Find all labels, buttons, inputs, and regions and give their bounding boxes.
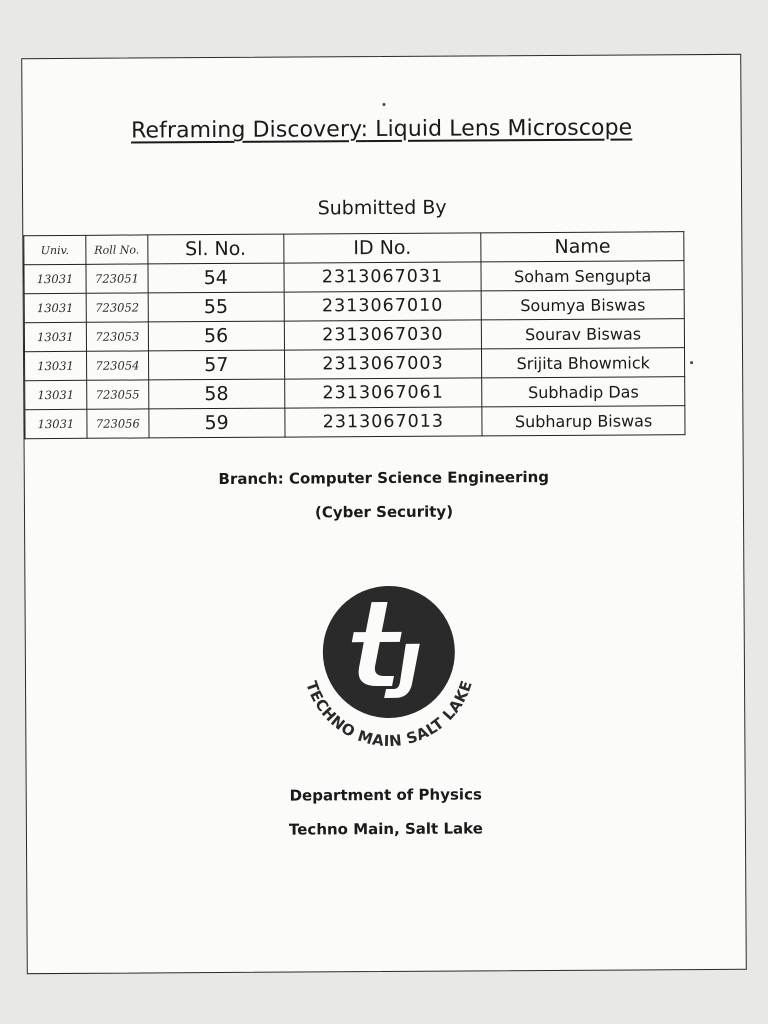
univ-cell: 13031 [25,409,87,438]
sl-no-cell: 59 [149,408,285,438]
cover-page [21,54,747,974]
table-row [25,406,685,439]
sl-no-cell: 54 [148,263,284,293]
project-title: Reframing Discovery: Liquid Lens Microscope [130,115,633,144]
id-no-cell: 2313067030 [284,320,482,350]
sl-no-cell: 58 [149,379,285,409]
scan-speck [690,361,693,364]
students-table [23,231,685,439]
univ-cell: 13031 [25,351,87,380]
institution-name: Techno Main, Salt Lake [288,819,483,839]
logo-text: TECHNO MAIN SALT LAKE [302,678,476,751]
table-row [24,261,684,294]
name-cell: Soham Sengupta [481,261,684,291]
roll-cell: 723051 [86,264,148,293]
techno-main-logo-icon [283,571,494,752]
id-no-header: ID No. [283,233,481,263]
name-cell: Sourav Biswas [482,319,685,349]
roll-header: Roll No. [86,235,148,264]
id-no-cell: 2313067003 [284,349,482,379]
logo-disc [322,586,455,719]
univ-cell: 13031 [24,264,86,293]
table-row [24,290,684,323]
logo-graphic [283,571,494,752]
name-cell: Subhadip Das [482,377,685,407]
univ-cell: 13031 [24,293,86,322]
sl-no-cell: 55 [148,292,284,322]
sl-no-cell: 56 [148,321,284,351]
univ-cell: 13031 [25,380,87,409]
table-row [25,348,685,381]
table-row [24,319,684,352]
id-no-cell: 2313067010 [284,291,482,321]
name-cell: Soumya Biswas [481,290,684,320]
sl-no-header: Sl. No. [148,234,284,264]
id-no-cell: 2313067031 [284,262,482,292]
roll-cell: 723056 [87,409,149,438]
roll-cell: 723052 [86,293,148,322]
id-no-cell: 2313067061 [284,378,482,408]
roll-cell: 723054 [86,351,148,380]
roll-cell: 723055 [87,380,149,409]
id-no-cell: 2313067013 [284,407,482,437]
branch-specialization: (Cyber Security) [314,502,454,522]
name-cell: Subharup Biswas [482,406,685,436]
univ-cell: 13031 [24,322,86,351]
department-name: Department of Physics [289,785,482,805]
table-header-row [24,232,684,265]
submitted-by-heading: Submitted By [317,196,447,220]
univ-header: Univ. [24,235,86,264]
name-cell: Srijita Bhowmick [482,348,685,378]
roll-cell: 723053 [86,322,148,351]
sl-no-cell: 57 [148,350,284,380]
table-row [25,377,685,410]
name-header: Name [481,232,684,262]
scan-speck [382,103,385,106]
branch-label: Branch: Computer Science Engineering [218,467,550,489]
